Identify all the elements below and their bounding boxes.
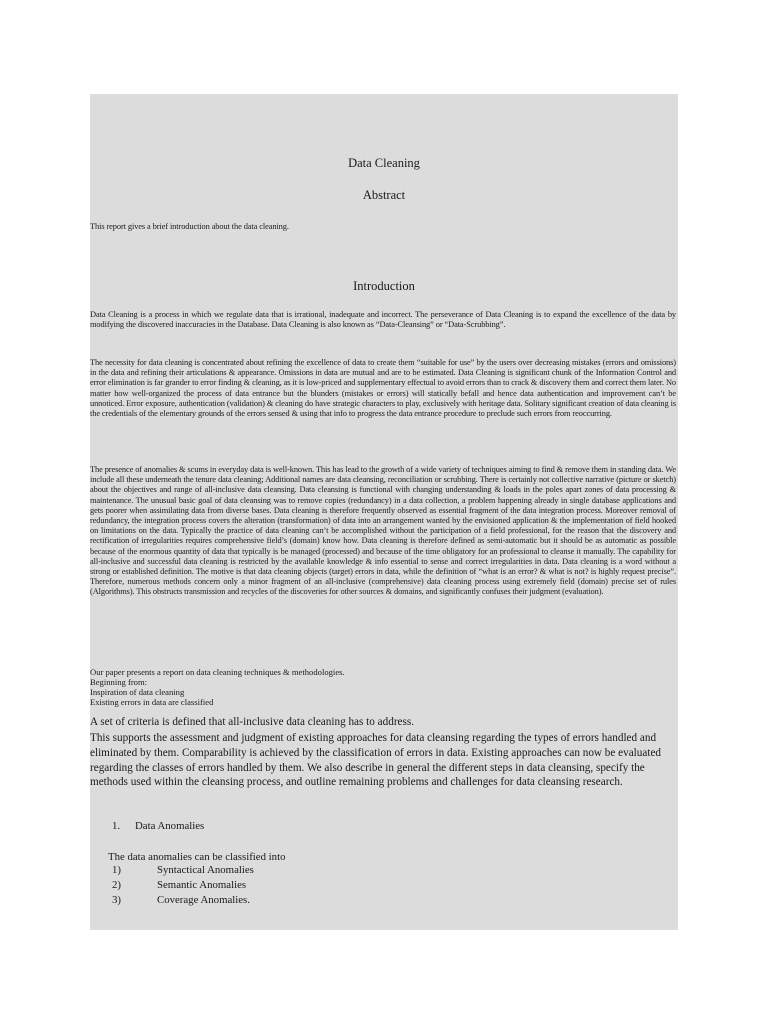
list-item-number: 2) [112, 879, 121, 891]
outline-line: Existing errors in data are classified [90, 697, 214, 707]
outline-line: Beginning from: [90, 677, 148, 687]
abstract-heading: Abstract [362, 188, 406, 202]
document-page [90, 94, 678, 930]
list-item-number: 3) [112, 894, 121, 906]
abstract-text: This report gives a brief introduction about the data cleaning. [90, 222, 289, 231]
introduction-heading: Introduction [353, 279, 415, 293]
report-outline [90, 667, 345, 707]
intro-paragraph-2: The necessity for data cleaning is concentrated about refining the excellence of data to create them “suitable for use” by the users over decreasing mistakes (errors and omissions) in the data and refining their articulations & appearance. Omissions in data are mutual and are to be estimated. Data Cleaning is significant chunk of the Information Control and error elimination is far grander to error finding & cleaning, as it is low-priced and supplementary effectual to avoid errors than to crack & discovery them and correct them later. No matter how well-organized the process of data entrance but the blunders (mistakes or errors) will statically befall and hence data authentication and improvement can’t be unnoticed. Error exposure, authentication (validation) & cleaning do have strategic characters to play, exclusively with heritage data. Solitary significant creation of data cleaning is the credentials of the elementary grounds of the errors sensed & using that info to progress the data entrance procedure to preclude such errors from reoccurring. [90, 358, 676, 419]
approach-paragraph: This supports the assessment and judgment of existing approaches for data cleansing regarding the types of errors handled and eliminated by them. Comparability is achieved by the classification of errors in data. Existing approaches can now be evaluated regarding the classes of errors handled by them. We also describe in general the different steps in data cleansing, specify the methods used within the cleansing process, and outline remaining problems and challenges for data cleansing research. [90, 732, 661, 789]
section-title: Data Anomalies [135, 820, 205, 832]
anomalies-intro: The data anomalies can be classified into [108, 851, 286, 863]
list-item-number: 1) [112, 864, 121, 876]
criteria-line: A set of criteria is defined that all-inclusive data cleaning has to address. [90, 716, 415, 728]
list-item [112, 879, 372, 895]
intro-paragraph-1: Data Cleaning is a process in which we regulate data that is irrational, inadequate and incorrect. The perseverance of Data Cleaning is to expand the excellence of the data by modifying the discovered inaccuracies in the Database. Data Cleaning is also known as “Data-Cleansing” or “Data-Scrubbing”. [90, 310, 676, 330]
list-item [112, 864, 372, 880]
list-item-label: Semantic Anomalies [157, 879, 247, 891]
outline-line: Inspiration of data cleaning [90, 687, 185, 697]
document-title: Data Cleaning [348, 156, 420, 170]
section-heading-data-anomalies [112, 820, 312, 836]
intro-paragraph-3: The presence of anomalies & scums in everyday data is well-known. This has lead to the growth of a wide variety of techniques aiming to find & remove them in standing data. We include all these underneath the tenure data cleaning; Additional names are data cleansing, reconciliation or scrubbing. There is certainly not collective narrative (picture or sketch) about the objectives and range of all-inclusive data cleansing. Data cleansing is functional with changing understanding & loads in the poles apart zones of data processing & maintenance. The unusual basic goal of data cleansing was to remove copies (redundancy) in a data collection, a problem happening already in single database applications and gets poorer when assimilating data from diverse bases. Data cleaning is therefore frequently observed as essential fragment of the data integration process. Moreover removal of redundancy, the integration process covers the alteration (transformation) of data into an arrangement wanted by the envisioned application & the implementation of field hooked on limitations on the data. Typically the practice of data cleaning can’t be accomplished without the participation of a field professional, for the reason that the discovery and rectification of irregularities requires comprehensive field’s (domain) know how. Data cleaning is therefore defined as semi-automatic but it should be as automatic as possible because of the enormous quantity of data that typically is be managed (processed) and because of the time obligatory for an professional to cleanse it manually. The capability for all-inclusive and successful data cleaning is restricted by the available knowledge & info essential to sense and correct irregularities in data. Data cleaning is a word without a strong or established definition. The motive is that data cleaning objects (target) errors in data, while the definition of “what is an error? & what is not? is highly request precise”. Therefore, numerous methods concern only a minor fragment of an all-inclusive (comprehensive) data cleaning process using extremely field (domain) precise set of rules (Algorithms). This obstructs transmission and recycles of the discoveries for other sources & domains, and significantly confuses their judgment (evaluation). [90, 465, 676, 597]
list-item-label: Coverage Anomalies. [157, 894, 250, 906]
outline-line: Our paper presents a report on data cleaning techniques & methodologies. [90, 667, 345, 677]
section-number: 1. [112, 820, 121, 832]
anomalies-list [112, 864, 372, 912]
list-item-label: Syntactical Anomalies [157, 864, 254, 876]
list-item [112, 894, 372, 910]
